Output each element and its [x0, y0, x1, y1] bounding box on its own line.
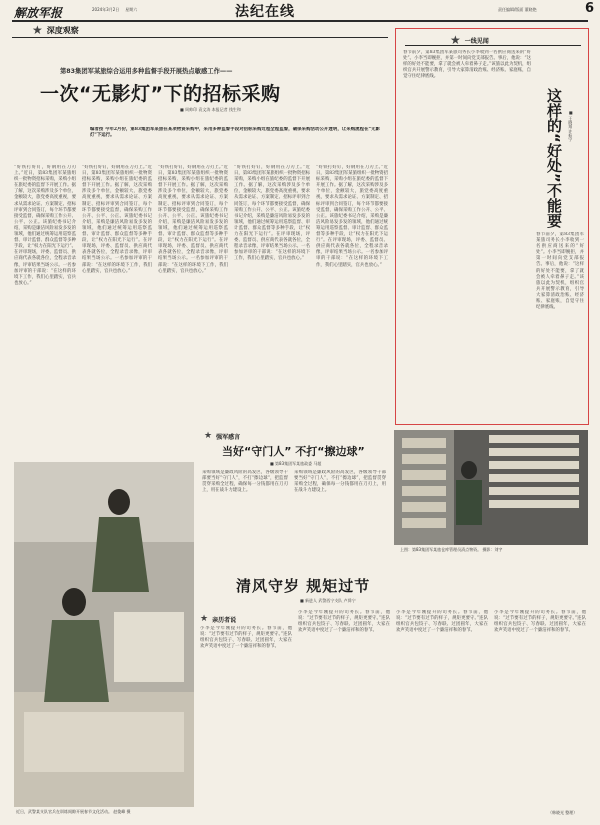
sidebar-headline: 这样的“好处”不能要 — [545, 88, 563, 228]
warehouse-photo — [394, 430, 588, 545]
sidebar-byline: ■ 王晓翔 许振宁 — [568, 110, 574, 142]
paper-logo — [14, 2, 62, 21]
star-icon: ★ — [32, 23, 43, 37]
soldiers-photo-art — [14, 462, 194, 807]
end-note: （韩晓光 整理） — [548, 810, 578, 815]
feature-body-col1: “好铁打好钉，好钢用在刀刃上。”近日，第83集团军某旅组织一批物资招标采购，采购小组在旅纪委的监督下开展工作。据了解，这次采购涉及多个单位，金额较大，旅党委高度重视，要求从需求论证、方案制定、招标评审到合同签订，每个环节都要接受监督，确保采购工作公开、公平、公正。该旅纪委书记介绍，采购是廉洁风险易发多发的领域，他们通过统筹运用巡察监督、审计监督、群众监督等多种手段，让“权力在阳光下运行”。在评审现场，评委、监督员、供应商代表各就各位，全程录音录像，评审结果当场公示。一名参加评审的干部说：“在这样的环境下工作，我们心里踏实，官兵也放心。” — [14, 165, 76, 286]
issue-date — [92, 7, 137, 12]
lower-body-col1: 小李是今年刚提升的司务长。春节前，他说：“过节要有过节的样子，规矩更要守。”连队组织官兵包饺子、写春联、过团圆年，大家在欢声笑语中度过了一个廉洁祥和的春节。 — [200, 626, 292, 650]
weekday: 星期六 — [125, 7, 138, 12]
feature-byline: ■ 周帅印 袁文涛 本报记者 钱生和 — [180, 107, 241, 112]
warehouse-photo-caption: 上图：第83集团军某旅仓库管理员清点物资。 摄影：刘宇 — [400, 547, 503, 552]
star-icon: ★ — [200, 614, 209, 624]
commentary-byline: ■ 第83集团军某旅政委 马超 — [270, 461, 322, 466]
feature-body-col5: “好铁打好钉，好钢用在刀刃上。”近日，第83集团军某旅组织一批物资招标采购，采购小组在旅纪委的监督下开展工作。据了解，这次采购涉及多个单位，金额较大，旅党委高度重视，要求从需求论证、方案制定、招标评审到合同签订，每个环节都要接受监督，确保采购工作公开、公平、公正。该旅纪委书记介绍，采购是廉洁风险易发多发的领域，他们通过统筹运用巡察监督、审计监督、群众监督等多种手段，让“权力在阳光下运行”。在评审现场，评委、监督员、供应商代表各就各位，全程录音录像，评审结果当场公示。一名参加评审的干部说：“在这样的环境下工作，我们心里踏实，官兵也放心。” — [316, 165, 388, 268]
sidebar-body-col1: 春节前夕，第83集团军某旅司务长小李收到一名供应商送来的“好处”。小李当即婉拒，并第一时间向党支部报告。事后，他说：“这样的好处不能要，拿了就会被人牵着鼻子走。”该旅以此为契机，组织官兵开展警示教育，引导大家算清政治账、经济账、家庭账，自觉守住纪律底线。 — [403, 50, 531, 80]
sidebar-banner-label: 一线见闻 — [464, 37, 489, 45]
commentary-headline: 当好“守门人” 不打“擦边球” — [222, 445, 365, 458]
feature-body-col3: “好铁打好钉，好钢用在刀刃上。”近日，第83集团军某旅组织一批物资招标采购，采购小组在旅纪委的监督下开展工作。据了解，这次采购涉及多个单位，金额较大，旅党委高度重视，要求从需求论证、方案制定、招标评审到合同签订，每个环节都要接受监督，确保采购工作公开、公平、公正。该旅纪委书记介绍，采购是廉洁风险易发多发的领域，他们通过统筹运用巡察监督、审计监督、群众监督等多种手段，让“权力在阳光下运行”。在评审现场，评委、监督员、供应商代表各就各位，全程录音录像，评审结果当场公示。一名参加评审的干部说：“在这样的环境下工作，我们心里踏实，官兵也放心。” — [158, 165, 228, 274]
masthead-rule — [12, 20, 588, 22]
commentary-body-col2: 采购领域是廉政风险的高发区，各级领导干部要当好“守门人”，不打“擦边球”，把监督贯穿采购全过程，确保每一分钱都用在刀刃上，用在战斗力建设上。 — [294, 470, 386, 494]
feature-lead: 编者按 今年2月份，第83集团军某旅在某项物资采购中，采用多种监督手段对招标采购过程全程监督，确保采购活动公开透明，让采购流程在“无影灯”下运行。 — [90, 127, 380, 139]
star-icon: ★ — [450, 33, 461, 47]
warehouse-photo-art — [394, 430, 588, 545]
lower-body-col2: 小李是今年刚提升的司务长。春节前，他说：“过节要有过节的样子，规矩更要守。”连队组织官兵包饺子、写春联、过团圆年，大家在欢声笑语中度过了一个廉洁祥和的春节。 — [298, 610, 390, 634]
lower-body-col4: 小李是今年刚提升的司务长。春节前，他说：“过节要有过节的样子，规矩更要守。”连队组织官兵包饺子、写春联、过团圆年，大家在欢声笑语中度过了一个廉洁祥和的春节。 — [494, 610, 586, 634]
feature-banner — [32, 24, 79, 36]
feature-banner-label: 深度观察 — [46, 25, 79, 35]
lower-body-col3: 小李是今年刚提升的司务长。春节前，他说：“过节要有过节的样子，规矩更要守。”连队组织官兵包饺子、写春联、过团圆年，大家在欢声笑语中度过了一个廉洁祥和的春节。 — [396, 610, 488, 634]
paper-name: 解放军报 — [14, 6, 63, 20]
soldiers-photo — [14, 462, 194, 807]
feature-headline: 一次“无影灯”下的招标采购 — [40, 83, 281, 105]
feature-body-col2: “好铁打好钉，好钢用在刀刃上。”近日，第83集团军某旅组织一批物资招标采购，采购小组在旅纪委的监督下开展工作。据了解，这次采购涉及多个单位，金额较大，旅党委高度重视，要求从需求论证、方案制定、招标评审到合同签订，每个环节都要接受监督，确保采购工作公开、公平、公正。该旅纪委书记介绍，采购是廉洁风险易发多发的领域，他们通过统筹运用巡察监督、审计监督、群众监督等多种手段，让“权力在阳光下运行”。在评审现场，评委、监督员、供应商代表各就各位，全程录音录像，评审结果当场公示。一名参加评审的干部说：“在这样的环境下工作，我们心里踏实，官兵也放心。” — [82, 165, 152, 274]
page-number: 6 — [585, 1, 595, 16]
lower-banner-label: 亲历者说 — [212, 616, 237, 624]
soldiers-photo-caption: 近日，武警某支队官兵在训练间隙开展春节文化活动。 赵俊峰 摄 — [16, 809, 131, 814]
date: 2024年3月2日 — [92, 7, 120, 12]
editors: 责任编辑/版面 董晓艳 — [498, 7, 537, 12]
section-title: 法纪在线 — [235, 4, 295, 20]
feature-body-col4: “好铁打好钉，好钢用在刀刃上。”近日，第83集团军某旅组织一批物资招标采购，采购小组在旅纪委的监督下开展工作。据了解，这次采购涉及多个单位，金额较大，旅党委高度重视，要求从需求论证、方案制定、招标评审到合同签订，每个环节都要接受监督，确保采购工作公开、公平、公正。该旅纪委书记介绍，采购是廉洁风险易发多发的领域，他们通过统筹运用巡察监督、审计监督、群众监督等多种手段，让“权力在阳光下运行”。在评审现场，评委、监督员、供应商代表各就各位，全程录音录像，评审结果当场公示。一名参加评审的干部说：“在这样的环境下工作，我们心里踏实，官兵也放心。” — [234, 165, 310, 262]
commentary-banner-label: 强军感言 — [216, 433, 241, 441]
star-icon: ★ — [204, 431, 213, 441]
sidebar-body-col2: 春节前夕，第83集团军某旅司务长小李收到一名供应商送来的“好处”。小李当即婉拒，并第一时间向党支部报告。事后，他说：“这样的好处不能要，拿了就会被人牵着鼻子走。”该旅以此为契机，组织官兵开展警示教育，引导大家算清政治账、经济账、家庭账，自觉守住纪律底线。 — [536, 232, 584, 311]
commentary-body-col1: 采购领域是廉政风险的高发区，各级领导干部要当好“守门人”，不打“擦边球”，把监督贯穿采购全过程，确保每一分钱都用在刀刃上，用在战斗力建设上。 — [202, 470, 288, 494]
lower-byline: ■ 新进人 武警西宁支队 卢舜宁 — [300, 598, 356, 603]
lower-headline: 清风守岁 规矩过节 — [236, 577, 371, 595]
sidebar-rule — [405, 45, 581, 46]
feature-kicker: 第83集团军某旅综合运用多种监督手段开展热点敏感工作—— — [60, 68, 233, 75]
commentary-banner — [204, 430, 240, 442]
lower-banner — [200, 613, 236, 625]
feature-rule — [12, 37, 388, 38]
